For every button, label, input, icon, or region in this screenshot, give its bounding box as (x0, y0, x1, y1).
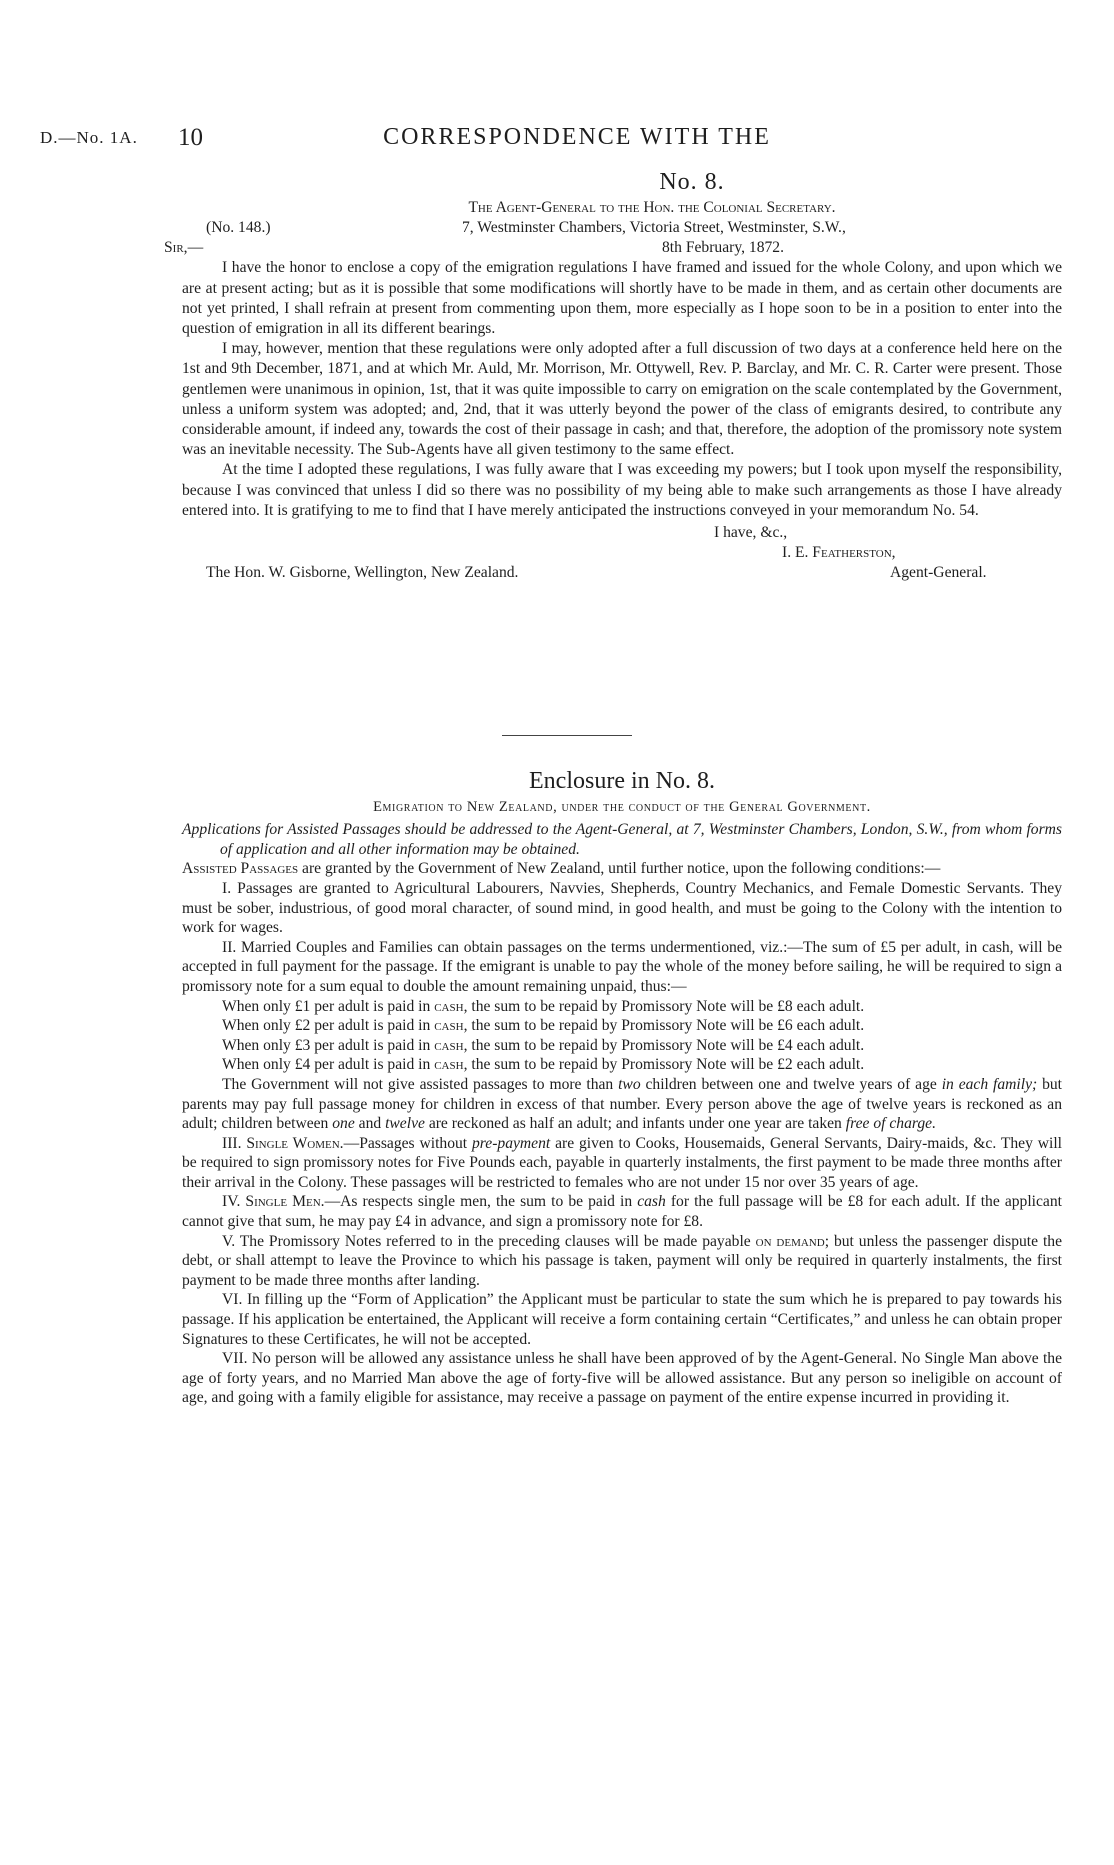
date-row (164, 238, 1062, 258)
letter-from-line: The Agent-General to the Hon. the Colonial Secretary. (468, 199, 836, 217)
signatory: I. E. Featherston, (782, 544, 896, 562)
letter-paragraph: At the time I adopted these regulations, I was fully aware that I was exceeding my powers; but I took upon myself the responsibility, because I was convinced that unless I did so there was no possibility of my being able to make such arrangements as those I have already entered into. It is gratifying to me to find that I have merely anticipated the instructions conveyed in your memorandum No. 54. (182, 461, 1062, 519)
assisted-text: are granted by the Government of New Zealand, until further notice, upon the following conditions:— (298, 860, 941, 878)
document-reference: D.—No. 1A. (40, 128, 138, 147)
letter-paragraph: I have the honor to enclose a copy of the emigration regulations I have framed and issued for the whole Colony, and upon which we are at present acting; but as it is possible that some modifications will shortly have to be made in them, and as certain other documents are not yet printed, I shall refrain at present from commenting upon them, more especially as I hope soon to be in a position to enter into the question of emigration in all its different bearings. (182, 259, 1062, 338)
addressee: The Hon. W. Gisborne, Wellington, New Zealand. (206, 564, 519, 582)
condition-7: VII. No person will be allowed any assistance unless he shall have been approved of by the Agent-General. No Single Man above the age of forty years, and no Married Man above the age of forty-five will be allowed assistance. But any person so ineligible on account of age, and going with a family eligible for assistance, may receive a passage on payment of the entire expense incurred in providing it. (182, 1350, 1062, 1407)
running-title: CORRESPONDENCE WITH THE (383, 124, 771, 150)
letter-address: 7, Westminster Chambers, Victoria Street, Westminster, S.W., (462, 219, 846, 237)
letter-section (164, 169, 1062, 583)
payment-scale-row: When only £2 per adult is paid in cash, the sum to be repaid by Promissory Note will be £6 each adult. (222, 1017, 865, 1035)
section-divider (502, 735, 632, 736)
condition-1: I. Passages are granted to Agricultural Labourers, Navvies, Shepherds, Country Mechanics, and Female Domestic Servants. They must be sober, industrious, of good moral character, of sound mind, in good health, and must be going to the Colony with the intention to work for wages. (182, 879, 1062, 937)
letter-paragraph: I may, however, mention that these regulations were only adopted after a full discussion of two days at a conference held here on the 1st and 9th December, 1871, and at which Mr. Auld, Mr. Morrison, Mr. Ottywell, Rev. P. Barclay, and Mr. C. R. Carter were present. Those gentlemen were unanimous in opinion, 1st, that it was quite impossible to carry on emigration on the scale contemplated by the Government, unless a uniform system was adopted; and, 2nd, that it was utterly beyond the power of the class of emigrants desired, to contribute any considerable amount, if indeed any, towards the cost of their passage in cash; and that, therefore, the adoption of the promissory note system was an inevitable necessity. The Sub-Agents have all given testimony to the same effect. (182, 340, 1062, 459)
enclosure-title: Enclosure in No. 8. (529, 768, 715, 794)
condition-6: VI. In filling up the “Form of Application” the Applicant must be particular to state the sum which he is prepared to pay towards his passage. If his application be entertained, the Applicant will receive a form containing certain “Certificates,” and unless he can obtain proper Signatures to these Certificates, he will not be accepted. (182, 1291, 1062, 1348)
running-header (40, 124, 1074, 154)
payment-scale-row: When only £4 per adult is paid in cash, the sum to be repaid by Promissory Note will be £2 each adult. (222, 1056, 865, 1074)
signatory-title: Agent-General. (890, 564, 987, 582)
signature-block (182, 523, 1062, 583)
children-rule: The Government will not give assisted passages to more than two children between one and twelve years of age in each family; but parents may pay full passage money for children in excess of that number. Every person above the age of twelve years is reckoned as an adult; children between one and twelve are reckoned as half an adult; and infants under one year are taken free of charge. (182, 1075, 1062, 1133)
payment-scale-row: When only £1 per adult is paid in cash, the sum to be repaid by Promissory Note will be £8 each adult. (222, 997, 865, 1015)
assisted-passages-intro (182, 859, 1062, 879)
page-number: 10 (178, 124, 203, 151)
assisted-label: Assisted Passages (182, 860, 299, 878)
condition-5: V. The Promissory Notes referred to in the preceding clauses will be made payable on demand; but unless the passenger dispute the debt, or shall attempt to leave the Province to which his passage is taken, payment will only be required in quarterly instalments, the first payment to be made three months after landing. (182, 1232, 1063, 1289)
payment-scale-row: When only £3 per adult is paid in cash, the sum to be repaid by Promissory Note will be £4 each adult. (222, 1036, 865, 1054)
condition-4: IV. Single Men.—As respects single men, the sum to be paid in cash for the full passage will be £8 for each adult. If the applicant cannot give that sum, he may pay £4 in advance, and sign a promissory note for £8. (182, 1193, 1062, 1231)
letter-date: 8th February, 1872. (662, 239, 784, 257)
applications-note: Applications for Assisted Passages should be addressed to the Agent-General, at 7, Westminster Chambers, London, S.W., from whom forms of application and all other information may be obtained. (182, 821, 1062, 858)
letter-ref-no: (No. 148.) (206, 219, 271, 237)
address-row (182, 218, 1062, 238)
enclosure-subtitle: Emigration to New Zealand, under the conduct of the General Government. (373, 798, 871, 815)
condition-2: II. Married Couples and Families can obtain passages on the terms undermentioned, viz.:—The sum of £5 per adult, in cash, will be accepted in full payment for the passage. If the emigrant is unable to pay the whole of the money before sailing, he will be required to sign a promissory note for a sum equal to double the amount remaining unpaid, thus:— (182, 938, 1062, 995)
salutation: Sir,— (164, 239, 204, 257)
condition-3: III. Single Women.—Passages without pre-payment are given to Cooks, Housemaids, General Servants, Dairy-maids, &c. They will be required to sign promissory notes for Five Pounds each, payable in quarterly instalments, the first payment to be made three months after their arrival in the Colony. These passages will be restricted to females who are not under 15 nor over 35 years of age. (182, 1134, 1062, 1191)
enclosure-section (182, 768, 1063, 1408)
letter-number: No. 8. (659, 169, 725, 195)
closing: I have, &c., (714, 524, 788, 542)
